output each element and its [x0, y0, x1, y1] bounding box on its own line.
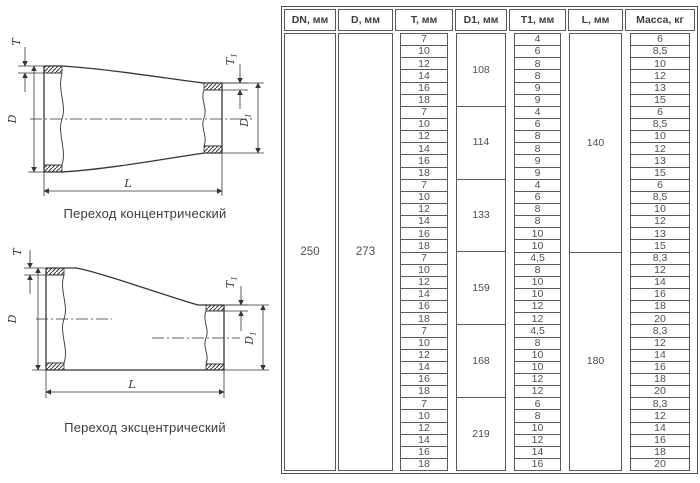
header-t1: T1, мм: [509, 9, 566, 31]
table-cell: 14: [515, 447, 560, 459]
table-cell: 14: [401, 362, 447, 374]
table-cell: 9: [515, 83, 560, 95]
table-cell: 12: [515, 301, 560, 313]
dim-label-d1: $D_1$: [243, 331, 258, 345]
table-cell: 14: [401, 435, 447, 447]
dn-value-cell: 250: [284, 33, 336, 471]
table-cell: 12: [631, 410, 689, 422]
dim-label-t: T: [10, 38, 23, 46]
table-cell: 10: [401, 265, 447, 277]
table-cell: 10: [631, 58, 689, 70]
table-cell: 10: [401, 410, 447, 422]
table-cell: 8,3: [631, 398, 689, 410]
table-cell: 7: [401, 398, 447, 410]
table-cell: 8,5: [631, 192, 689, 204]
concentric-reducer-diagram: [0, 0, 281, 240]
mass-ladder: [630, 33, 690, 471]
dim-label-l: L: [124, 177, 132, 190]
table-cell: 12: [631, 143, 689, 155]
table-cell: 10: [401, 46, 447, 58]
table-cell: 10: [515, 240, 560, 252]
table-cell: 14: [401, 216, 447, 228]
table-cell: 8: [515, 338, 560, 350]
column-mass: [625, 9, 695, 471]
d1-merged-cell: 114: [457, 107, 505, 180]
d1-merged-cell: 168: [457, 325, 505, 398]
table-cell: 6: [631, 180, 689, 192]
table-cell: 18: [401, 240, 447, 252]
table-cell: 12: [631, 265, 689, 277]
table-cell: 20: [654, 458, 666, 471]
d1-merged-cell: 159: [457, 252, 505, 325]
table-cell: 10: [515, 362, 560, 374]
table-cell: 12: [401, 350, 447, 362]
table-cell: 10: [401, 338, 447, 350]
t-ladder: [400, 33, 448, 471]
d-value-cell: 273: [338, 33, 393, 471]
table-cell: 6: [515, 46, 560, 58]
table-cell: 12: [401, 58, 447, 70]
table-cell: 18: [401, 386, 447, 398]
table-cell: 14: [631, 350, 689, 362]
table-cell: 10: [515, 228, 560, 240]
table-cell: 7: [401, 34, 447, 46]
table-cell: 8,3: [631, 253, 689, 265]
table-cell: 12: [401, 204, 447, 216]
table-cell: 12: [631, 70, 689, 82]
table-cell: 8: [515, 204, 560, 216]
table-cell: 6: [631, 107, 689, 119]
table-cell: 18: [631, 447, 689, 459]
table-cell: 8: [515, 70, 560, 82]
d1-ladder: [456, 33, 506, 471]
dim-label-t1: $T_1$: [224, 275, 239, 289]
table-cell: 18: [401, 313, 447, 325]
dim-label-d: D: [6, 114, 19, 124]
table-cell: 10: [515, 423, 560, 435]
table-cell: 10: [401, 192, 447, 204]
table-cell: 18: [401, 168, 447, 180]
table-cell: 12: [515, 386, 560, 398]
table-cell: 16: [401, 374, 447, 386]
header-l: L, мм: [568, 9, 623, 31]
column-l: [568, 9, 623, 471]
dim-label-t1: $T_1$: [224, 52, 239, 66]
header-mass: Масса, кг: [625, 9, 695, 31]
table-cell: 6: [515, 398, 560, 410]
header-d: D, мм: [338, 9, 393, 31]
table-cell: 13: [631, 83, 689, 95]
table-cell: 15: [631, 168, 689, 180]
table-cell: 16: [401, 155, 447, 167]
table-cell: 16: [401, 301, 447, 313]
center-lines: [36, 319, 240, 338]
table-cell: 16: [631, 435, 689, 447]
table-cell: 4: [515, 180, 560, 192]
table-cell: 10: [401, 119, 447, 131]
table-cell: 13: [631, 228, 689, 240]
table-cell: 8: [515, 216, 560, 228]
table-cell: 14: [401, 70, 447, 82]
dim-label-t: T: [11, 248, 24, 256]
table-cell: 8: [515, 143, 560, 155]
dimension-t: [24, 250, 46, 294]
dimension-t1: [222, 64, 248, 109]
d1-merged-cell: 219: [472, 427, 490, 440]
table-cell: 4: [515, 34, 560, 46]
eccentric-caption: Переход эксцентрический: [64, 420, 226, 435]
table-cell: 16: [631, 289, 689, 301]
table-cell: 12: [515, 374, 560, 386]
table-cell: 8: [515, 58, 560, 70]
table-cell: 8,5: [631, 119, 689, 131]
table-cell: 10: [515, 350, 560, 362]
column-dn: [284, 9, 336, 471]
l-merged-cell: 140: [570, 34, 621, 253]
table-cell: 10: [515, 277, 560, 289]
table-cell: 10: [631, 131, 689, 143]
table-cell: 14: [631, 277, 689, 289]
table-cell: 14: [401, 143, 447, 155]
header-dn: DN, мм: [284, 9, 336, 31]
table-cell: 16: [401, 83, 447, 95]
table-cell: 8: [515, 131, 560, 143]
table-cell: 7: [401, 325, 447, 337]
wall-inner-lines: [46, 275, 224, 364]
header-d1: D1, мм: [455, 9, 507, 31]
table-cell: 10: [515, 289, 560, 301]
column-t1: [509, 9, 566, 471]
table-cell: 7: [401, 253, 447, 265]
d1-merged-cell: 133: [457, 180, 505, 253]
table-cell: 12: [515, 313, 560, 325]
column-d: [338, 9, 393, 471]
table-cell: 8: [515, 410, 560, 422]
table-cell: 16: [401, 447, 447, 459]
table-cell: 6: [631, 34, 689, 46]
table-cell: 7: [401, 107, 447, 119]
dimension-l: [44, 153, 222, 196]
header-t: T, мм: [395, 9, 453, 31]
dim-label-d: D: [6, 314, 19, 324]
table-cell: 6: [515, 119, 560, 131]
table-cell: 18: [418, 458, 430, 471]
table-cell: 12: [401, 131, 447, 143]
table-cell: 18: [631, 374, 689, 386]
table-cell: 9: [515, 168, 560, 180]
table-cell: 14: [401, 289, 447, 301]
t1-ladder: [514, 33, 561, 471]
break-lines: [63, 275, 208, 364]
dimension-t1: [224, 286, 248, 331]
dimension-t: [18, 47, 44, 92]
table-cell: 16: [531, 458, 544, 471]
d1-merged-cell: 108: [457, 34, 505, 107]
table-cell: 18: [631, 301, 689, 313]
table-cell: 14: [631, 423, 689, 435]
table-cell: 4,5: [515, 253, 560, 265]
table-cell: 13: [631, 155, 689, 167]
table-cell: 4,5: [515, 325, 560, 337]
table-cell: 18: [401, 95, 447, 107]
table-cell: 4: [515, 107, 560, 119]
table-cell: 12: [515, 435, 560, 447]
table-cell: 6: [515, 192, 560, 204]
table-cell: 16: [401, 228, 447, 240]
table-cell: 15: [631, 95, 689, 107]
table-cell: 8,5: [631, 46, 689, 58]
dim-label-l: L: [128, 378, 136, 391]
table-cell: 12: [631, 216, 689, 228]
l-ladder: [569, 33, 622, 471]
table-cell: 12: [401, 423, 447, 435]
column-t: [395, 9, 453, 471]
dim-label-d1: $D_1$: [238, 113, 253, 127]
table-cell: 16: [631, 362, 689, 374]
l-merged-cell: 180: [586, 355, 605, 367]
table-cell: 12: [631, 338, 689, 350]
dimensions-table: [281, 6, 698, 474]
table-cell: 20: [631, 386, 689, 398]
concentric-caption: Переход концентрический: [63, 206, 227, 221]
table-cell: 20: [631, 313, 689, 325]
column-d1: [455, 9, 507, 471]
table-cell: 10: [631, 204, 689, 216]
table-cell: 9: [515, 155, 560, 167]
table-cell: 15: [631, 240, 689, 252]
table-cell: 8,3: [631, 325, 689, 337]
table-cell: 9: [515, 95, 560, 107]
table-cell: 7: [401, 180, 447, 192]
table-cell: 8: [515, 265, 560, 277]
table-cell: 12: [401, 277, 447, 289]
